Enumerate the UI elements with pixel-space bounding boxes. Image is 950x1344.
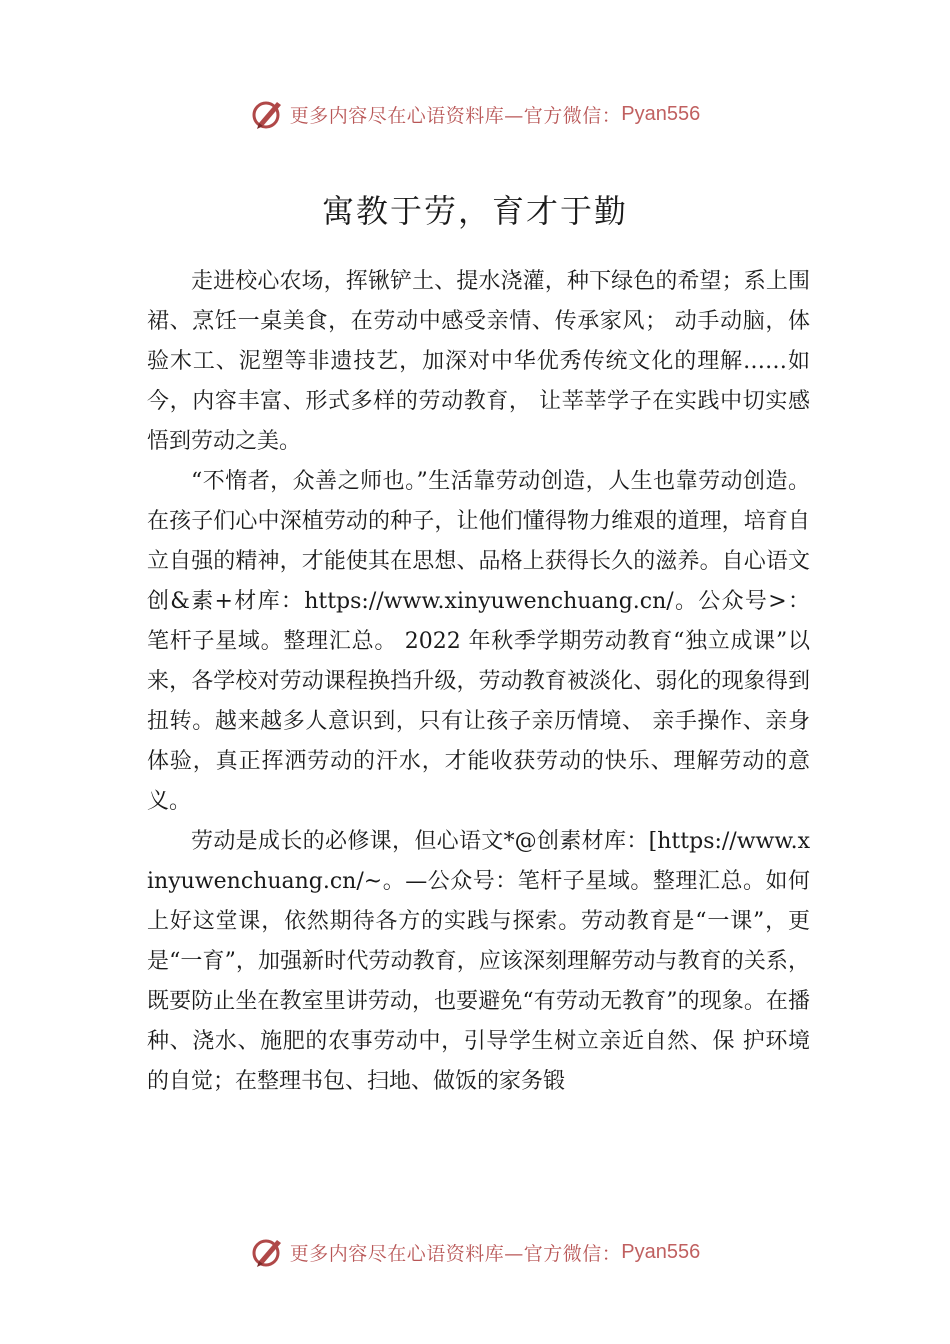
pen-logo-icon <box>250 96 286 132</box>
banner-wechat-id: Pyan556 <box>621 1240 701 1263</box>
paragraph-3: 劳动是成长的必修课，但心语文*@创素材库：[https://www.xinyuwenchuang.cn/~。—公众号：笔杆子星域。整理汇总。如何上好这堂课，依然期待各方的实践与探索。劳动教育是“一课”，更是“一育”，加强新时代劳动教育，应该深刻理解劳动与教育的关系，既要防止坐在教室里讲劳动，也要避免“有劳动无教育”的现象。在播种、浇水、施肥的农事劳动中，引导学生树立亲近自然、保 护环境的自觉；在整理书包、扫地、做饭的家务锻 <box>147 829 810 1094</box>
article-body <box>147 262 810 1102</box>
paragraph-1: 走进校心农场，挥锹铲土、提水浇灌，种下绿色的希望；系上围裙、烹饪一桌美食，在劳动中感受亲情、传承家风； 动手动脑，体验木工、泥塑等非遗技艺，加深对中华优秀传统文化的理解……如今，内容丰富、形式多样的劳动教育， 让莘莘学子在实践中切实感悟到劳动之美。 <box>147 269 810 454</box>
page-title: 寓教于劳，育才于勤 <box>321 192 628 230</box>
paragraph-2: “不惰者，众善之师也。”生活靠劳动创造，人生也靠劳动创造。在孩子们心中深植劳动的种子，让他们懂得物力维艰的道理，培育自立自强的精神，才能使其在思想、品格上获得长久的滋养。自心语文创&素+材库：https://www.xinyuwenchuang.cn/。公众号>：笔杆子星域。整理汇总。 2022 年秋季学期劳动教育“独立成课”以来，各学校对劳动课程换挡升级，劳动教育被淡化、弱化的现象得到扭转。越来越多人意识到，只有让孩子亲历情境、 亲手操作、亲身体验，真正挥洒劳动的汗水，才能收获劳动的快乐、理解劳动的意义。 <box>147 469 810 814</box>
pen-logo-icon <box>250 1234 286 1270</box>
banner-text: 更多内容尽在心语资料库—官方微信： <box>289 104 622 127</box>
header-banner <box>0 94 950 134</box>
banner-wechat-id: Pyan556 <box>621 102 701 125</box>
footer-banner <box>0 1232 950 1272</box>
banner-text: 更多内容尽在心语资料库—官方微信： <box>289 1242 622 1265</box>
